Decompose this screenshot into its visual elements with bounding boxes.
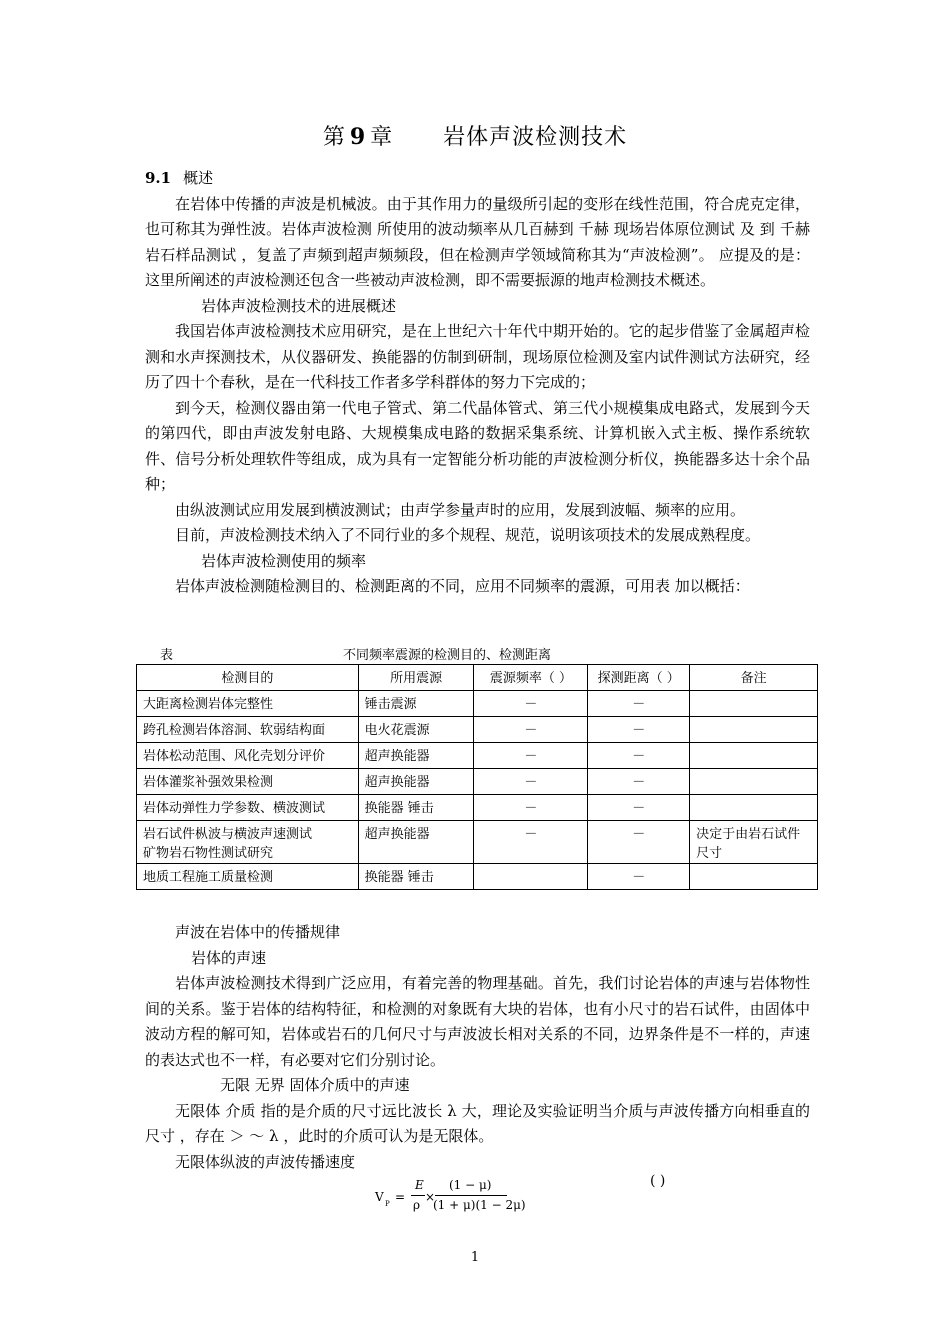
cell-frequency: － [474, 769, 588, 795]
subheading-rock-velocity: 岩体的声速 [191, 948, 267, 967]
subheading-frequency: 岩体声波检测使用的频率 [201, 551, 367, 570]
equation-number: ( ) [650, 1173, 666, 1189]
cell-frequency: － [474, 691, 588, 717]
subheading-propagation: 声波在岩体中的传播规律 [175, 923, 341, 941]
section-number: 9.1 [145, 169, 172, 187]
cell-note [690, 743, 818, 769]
formula-e: E [415, 1178, 424, 1192]
page-number: 1 [470, 1250, 480, 1265]
cell-source: 换能器 锤击 [358, 864, 474, 890]
paragraph-history: 我国岩体声波检测技术应用研究，是在上世纪六十年代中期开始的。它的起步借鉴了金属超声检测和水声探测技术，从仪器研发、换能器的仿制到研制，现场原位检测及室内试件测试方法研究，经历了四十个春秋，是在一代科技工作者多学科群体的努力下完成的； [145, 322, 810, 391]
cell-purpose: 岩体松动范围、风化壳划分评价 [137, 743, 359, 769]
cell-source: 锤击震源 [358, 691, 474, 717]
formula-lhs: V [375, 1190, 384, 1204]
cell-purpose-line2: 矿物岩石物性测试研究 [143, 846, 274, 861]
paragraph-shear: 由纵波测试应用发展到横波测试；由声学参量声时的应用，发展到波幅、频率的应用。 [175, 500, 746, 519]
cell-frequency: － [474, 795, 588, 821]
intro-paragraph: 在岩体中传播的声波是机械波。由于其作用力的量级所引起的变形在线性范围，符合虎克定律，也可称其为弹性波。岩体声波检测 所使用的波动频率从几百赫到 千赫 现场岩体原位测试 及 到 千赫 岩石样品测试 ，复盖了声频到超声频频段，但在检测声学领域简称其为“声波检测”。 应提及的是：这里所阐述的声波检测还包含一些被动声波检测，即不需要振源的地声检测技术概述。 [145, 194, 810, 289]
paragraph-standards: 目前，声波检测技术纳入了不同行业的多个规程、规范，说明该项技术的发展成熟程度。 [175, 526, 761, 544]
header-note: 备注 [690, 665, 818, 691]
table-row [137, 769, 818, 795]
cell-source: 电火花震源 [358, 717, 474, 743]
title-prefix: 第 [322, 125, 346, 150]
cell-purpose: 跨孔检测岩体溶洞、软弱结构面 [137, 717, 359, 743]
cell-note [690, 691, 818, 717]
propagation-block [145, 920, 810, 1175]
cell-purpose: 岩体灌浆补强效果检测 [137, 769, 359, 795]
header-frequency: 震源频率（ ） [474, 665, 588, 691]
cell-source: 换能器 锤击 [358, 795, 474, 821]
header-source: 所用震源 [358, 665, 474, 691]
section-heading [145, 166, 810, 192]
table-row [137, 743, 818, 769]
formula-denominator: (1 + μ)(1 − 2μ) [433, 1198, 526, 1212]
cell-purpose [137, 821, 359, 864]
header-purpose: 检测目的 [137, 665, 359, 691]
cell-purpose: 大距离检测岩体完整性 [137, 691, 359, 717]
subheading-infinite-medium: 无限 无界 固体介质中的声速 [220, 1076, 410, 1094]
intro-block [145, 166, 810, 600]
cell-purpose-line1: 岩石试件枞波与横波声速测试 [143, 827, 313, 842]
title-text: 岩体声波检测技术 [443, 125, 628, 150]
paragraph-velocity-basis: 岩体声波检测技术得到广泛应用，有着完善的物理基础。首先，我们讨论岩体的声速与岩体物性间的关系。鉴于岩体的结构特征，和检测的对象既有大块的岩体，也有小尺寸的岩石试件，由固体中波动方程的解可知，岩体或岩石的几何尺寸与声波波长相对关系的不同，边界条件是不一样的，声速的表达式也不一样，有必要对它们分别讨论。 [145, 974, 810, 1069]
cell-distance: － [588, 864, 690, 890]
velocity-formula [375, 1176, 535, 1222]
formula-numerator: (1 − μ) [449, 1178, 492, 1192]
cell-frequency: － [474, 821, 588, 864]
table-caption-text: 不同频率震源的检测目的、检测距离 [343, 648, 552, 663]
subheading-progress: 岩体声波检测技术的进展概述 [201, 296, 397, 315]
section-label: 概述 [183, 169, 214, 187]
cell-note [690, 795, 818, 821]
cell-note [690, 769, 818, 795]
cell-note [690, 717, 818, 743]
paragraph-longitudinal-velocity: 无限体纵波的声波传播速度 [175, 1152, 356, 1171]
paragraph-frequency: 岩体声波检测随检测目的、检测距离的不同，应用不同频率的震源，可用表 加以概括： [175, 577, 750, 595]
cell-frequency: － [474, 743, 588, 769]
cell-distance: － [588, 743, 690, 769]
cell-frequency: － [474, 717, 588, 743]
cell-distance: － [588, 795, 690, 821]
table-row [137, 864, 818, 890]
cell-distance: － [588, 821, 690, 864]
cell-distance: － [588, 717, 690, 743]
table-row [137, 717, 818, 743]
chapter-number: 9 [349, 124, 367, 150]
title-suffix: 章 [370, 125, 394, 150]
table-row [137, 821, 818, 864]
frequency-table [136, 664, 818, 890]
cell-source: 超声换能器 [358, 769, 474, 795]
cell-source: 超声换能器 [358, 743, 474, 769]
formula-rho: ρ [413, 1198, 421, 1212]
cell-source: 超声换能器 [358, 821, 474, 864]
chapter-title [0, 120, 950, 151]
formula-equals: = [395, 1190, 406, 1204]
table-header-row [137, 665, 818, 691]
formula-subscript: P [385, 1200, 390, 1208]
cell-distance: － [588, 691, 690, 717]
cell-purpose: 地质工程施工质量检测 [137, 864, 359, 890]
table-caption-label: 表 [160, 648, 174, 663]
table-row [137, 691, 818, 717]
formula-times: × [425, 1190, 436, 1204]
cell-note: 决定于由岩石试件尺寸 [690, 821, 818, 864]
cell-distance: － [588, 769, 690, 795]
cell-frequency [474, 864, 588, 890]
cell-purpose: 岩体动弹性力学参数、横波测试 [137, 795, 359, 821]
paragraph-instruments: 到今天，检测仪器由第一代电子管式、第二代晶体管式、第三代小规模集成电路式，发展到今天的第四代，即由声波发射电路、大规模集成电路的数据采集系统、计算机嵌入式主板、操作系统软件、信号分析处理软件等组成，成为具有一定智能分析功能的声波检测分析仪，换能器多达十余个品种； [145, 398, 810, 493]
table-row [137, 795, 818, 821]
paragraph-infinite-medium: 无限体 介质 指的是介质的尺寸远比波长 λ 大，理论及实验证明当介质与声波传播方向相垂直的尺寸 ，存在 ＞ ～ λ ，此时的介质可认为是无限体。 [145, 1101, 810, 1145]
cell-note [690, 864, 818, 890]
header-distance: 探测距离（ ） [588, 665, 690, 691]
